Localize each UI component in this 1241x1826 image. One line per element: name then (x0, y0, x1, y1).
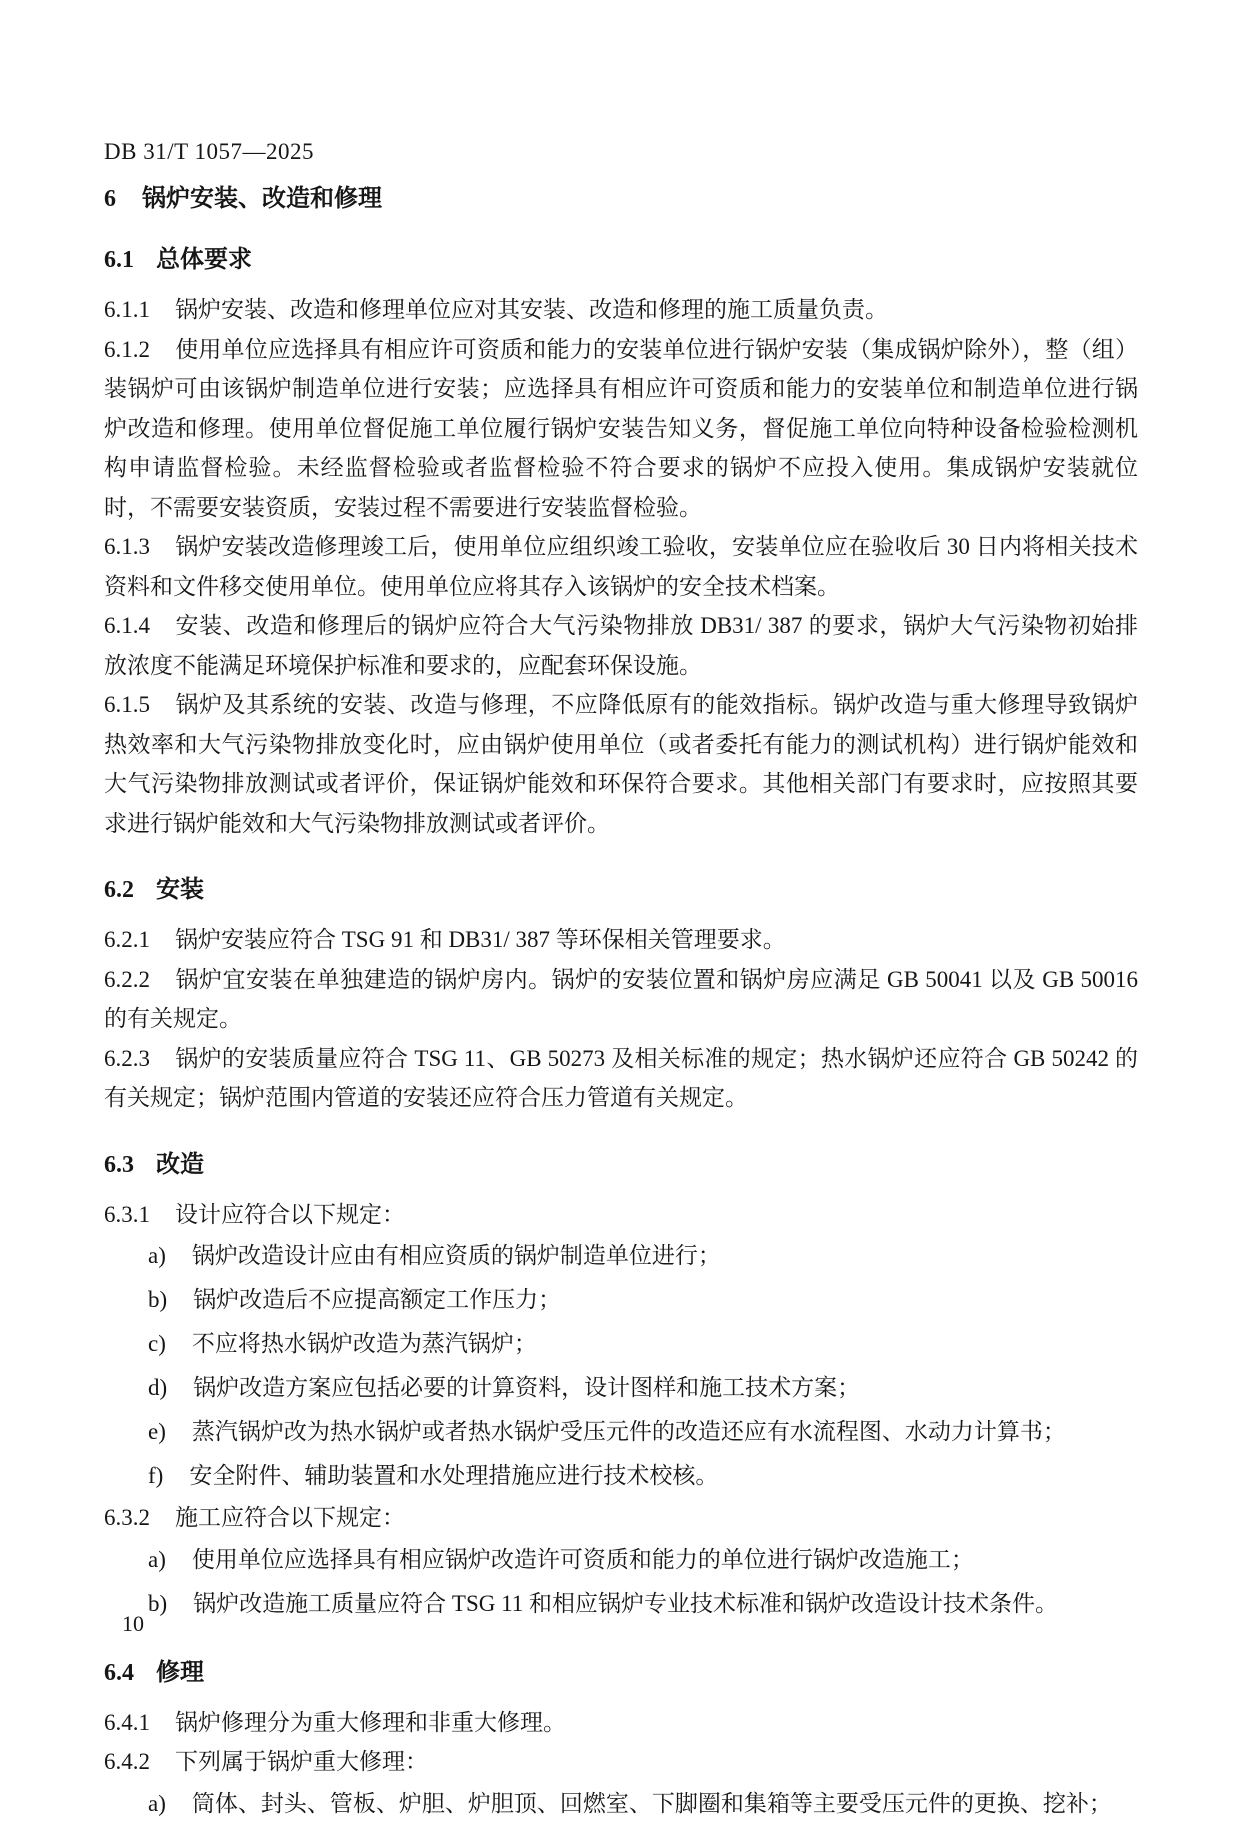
clause-paragraph-6-4-2 (104, 1742, 1138, 1782)
list-item-6-3-1-f (104, 1454, 1138, 1498)
list-item-6-3-2-b (104, 1582, 1138, 1626)
list-item-6-4-2-a (104, 1782, 1138, 1826)
list-item-6-3-1-c (104, 1322, 1138, 1366)
clause-paragraph-6-1-4 (104, 606, 1138, 685)
clause-paragraph-6-2-3 (104, 1039, 1138, 1118)
list-item-6-3-1-d (104, 1366, 1138, 1410)
list-marker: a) (148, 1790, 166, 1816)
clause-text: 设计应符合以下规定： (175, 1201, 405, 1227)
clause-number: 6.4 (104, 1659, 134, 1686)
list-item-text: 筒体、封头、管板、炉胆、炉胆顶、回燃室、下脚圈和集箱等主要受压元件的更换、挖补； (191, 1790, 1112, 1816)
list-item-text: 锅炉改造后不应提高额定工作压力； (193, 1287, 562, 1312)
section-heading-6-4 (104, 1660, 1138, 1687)
list-item-text: 锅炉改造设计应由有相应资质的锅炉制造单位进行； (191, 1243, 721, 1268)
list-marker: c) (148, 1331, 166, 1356)
document-content (104, 140, 1138, 1826)
list-item-6-3-2-a (104, 1538, 1138, 1582)
section-heading-6-2 (104, 877, 1138, 904)
list-item-text: 蒸汽锅炉改为热水锅炉或者热水锅炉受压元件的改造还应有水流程图、水动力计算书； (191, 1419, 1066, 1444)
clause-paragraph-6-2-1 (104, 920, 1138, 960)
document-standard-code: DB 31/T 1057—2025 (104, 139, 314, 164)
section-heading-6-1 (104, 247, 1138, 274)
clause-text: 锅炉修理分为重大修理和非重大修理。 (175, 1709, 566, 1735)
heading-text: 改造 (156, 1151, 204, 1178)
clause-text: 锅炉及其系统的安装、改造与修理，不应降低原有的能效指标。锅炉改造与重大修理导致锅炉热效率和大气污染物排放变化时，应由锅炉使用单位（或者委托有能力的测试机构）进行锅炉能效和大气污染物排放测试或者评价，保证锅炉能效和环保符合要求。其他相关部门有要求时，应按照其要求进行锅炉能效和大气污染物排放测试或者评价。 (104, 692, 1138, 836)
clause-text: 锅炉安装应符合 TSG 91 和 DB31/ 387 等环保相关管理要求。 (175, 927, 786, 952)
clause-text: 锅炉宜安装在单独建造的锅炉房内。锅炉的安装位置和锅炉房应满足 GB 50041 以及 GB 50016 的有关规定。 (104, 966, 1138, 1031)
clause-paragraph-6-3-2 (104, 1498, 1138, 1538)
clause-paragraph-6-4-1 (104, 1703, 1138, 1743)
list-marker: b) (148, 1287, 168, 1312)
section-heading-6-3 (104, 1152, 1138, 1179)
clause-number: 6.1 (104, 247, 134, 273)
clause-paragraph-6-1-2 (104, 330, 1138, 528)
clause-number: 6.2.1 (104, 927, 150, 952)
clause-text: 下列属于锅炉重大修理： (175, 1749, 428, 1774)
clause-paragraph-6-1-3 (104, 527, 1138, 606)
list-item-text: 不应将热水锅炉改造为蒸汽锅炉； (191, 1331, 537, 1356)
clause-paragraph-6-3-1 (104, 1195, 1138, 1235)
clause-paragraph-6-1-5 (104, 685, 1138, 843)
clause-number: 6.1.4 (104, 613, 150, 638)
clause-number: 6.2.2 (104, 966, 150, 992)
list-item-text: 安全附件、辅助装置和水处理措施应进行技术校核。 (189, 1463, 719, 1488)
clause-number: 6 (104, 186, 116, 212)
clause-number: 6.2.3 (104, 1045, 150, 1071)
clause-text: 锅炉安装、改造和修理单位应对其安装、改造和修理的施工质量负责。 (175, 297, 888, 322)
clause-number: 6.4.1 (104, 1709, 150, 1735)
section-heading-6 (104, 186, 1138, 213)
list-marker: a) (148, 1546, 166, 1572)
heading-text: 安装 (156, 877, 204, 903)
clause-number: 6.2 (104, 877, 134, 903)
heading-text: 修理 (156, 1659, 204, 1686)
list-marker: e) (148, 1419, 166, 1444)
clause-paragraph-6-2-2 (104, 960, 1138, 1039)
list-marker: b) (148, 1590, 168, 1616)
clause-number: 6.1.1 (104, 297, 150, 322)
clause-text: 锅炉的安装质量应符合 TSG 11、GB 50273 及相关标准的规定；热水锅炉还应符合 GB 50242 的有关规定；锅炉范围内管道的安装还应符合压力管道有关规定。 (104, 1045, 1138, 1110)
list-item-text: 锅炉改造方案应包括必要的计算资料，设计图样和施工技术方案； (193, 1375, 861, 1400)
list-item-6-3-1-e (104, 1410, 1138, 1454)
clause-number: 6.3 (104, 1151, 134, 1178)
list-marker: d) (148, 1375, 168, 1400)
list-marker: a) (148, 1243, 166, 1268)
list-item-text: 使用单位应选择具有相应锅炉改造许可资质和能力的单位进行锅炉改造施工； (191, 1546, 974, 1572)
list-marker: f) (148, 1463, 164, 1488)
heading-text: 总体要求 (156, 247, 252, 273)
list-item-6-3-1-a (104, 1234, 1138, 1278)
clause-number: 6.3.2 (104, 1505, 150, 1530)
clause-text: 施工应符合以下规定： (175, 1505, 405, 1530)
list-item-6-3-1-b (104, 1278, 1138, 1322)
heading-text: 锅炉安装、改造和修理 (142, 186, 382, 212)
clause-number: 6.1.2 (104, 336, 150, 362)
clause-text: 安装、改造和修理后的锅炉应符合大气污染物排放 DB31/ 387 的要求，锅炉大气污染物初始排放浓度不能满足环境保护标准和要求的，应配套环保设施。 (104, 613, 1138, 678)
clause-text: 使用单位应选择具有相应许可资质和能力的安装单位进行锅炉安装（集成锅炉除外），整（组）装锅炉可由该锅炉制造单位进行安装；应选择具有相应许可资质和能力的安装单位和制造单位进行锅炉改造和修理。使用单位督促施工单位履行锅炉安装告知义务，督促施工单位向特种设备检验检测机构申请监督检验。未经监督检验或者监督检验不符合要求的锅炉不应投入使用。集成锅炉安装就位时，不需要安装资质，安装过程不需要进行安装监督检验。 (104, 336, 1138, 520)
clause-text: 锅炉安装改造修理竣工后，使用单位应组织竣工验收，安装单位应在验收后 30 日内将相关技术资料和文件移交使用单位。使用单位应将其存入该锅炉的安全技术档案。 (104, 534, 1139, 599)
clause-number: 6.3.1 (104, 1201, 150, 1227)
clause-paragraph-6-1-1 (104, 290, 1138, 330)
list-item-text: 锅炉改造施工质量应符合 TSG 11 和相应锅炉专业技术标准和锅炉改造设计技术条件。 (193, 1590, 1059, 1616)
page-number: 10 (122, 1611, 144, 1636)
clause-number: 6.1.5 (104, 692, 150, 717)
clause-number: 6.1.3 (104, 534, 150, 559)
clause-number: 6.4.2 (104, 1749, 150, 1774)
